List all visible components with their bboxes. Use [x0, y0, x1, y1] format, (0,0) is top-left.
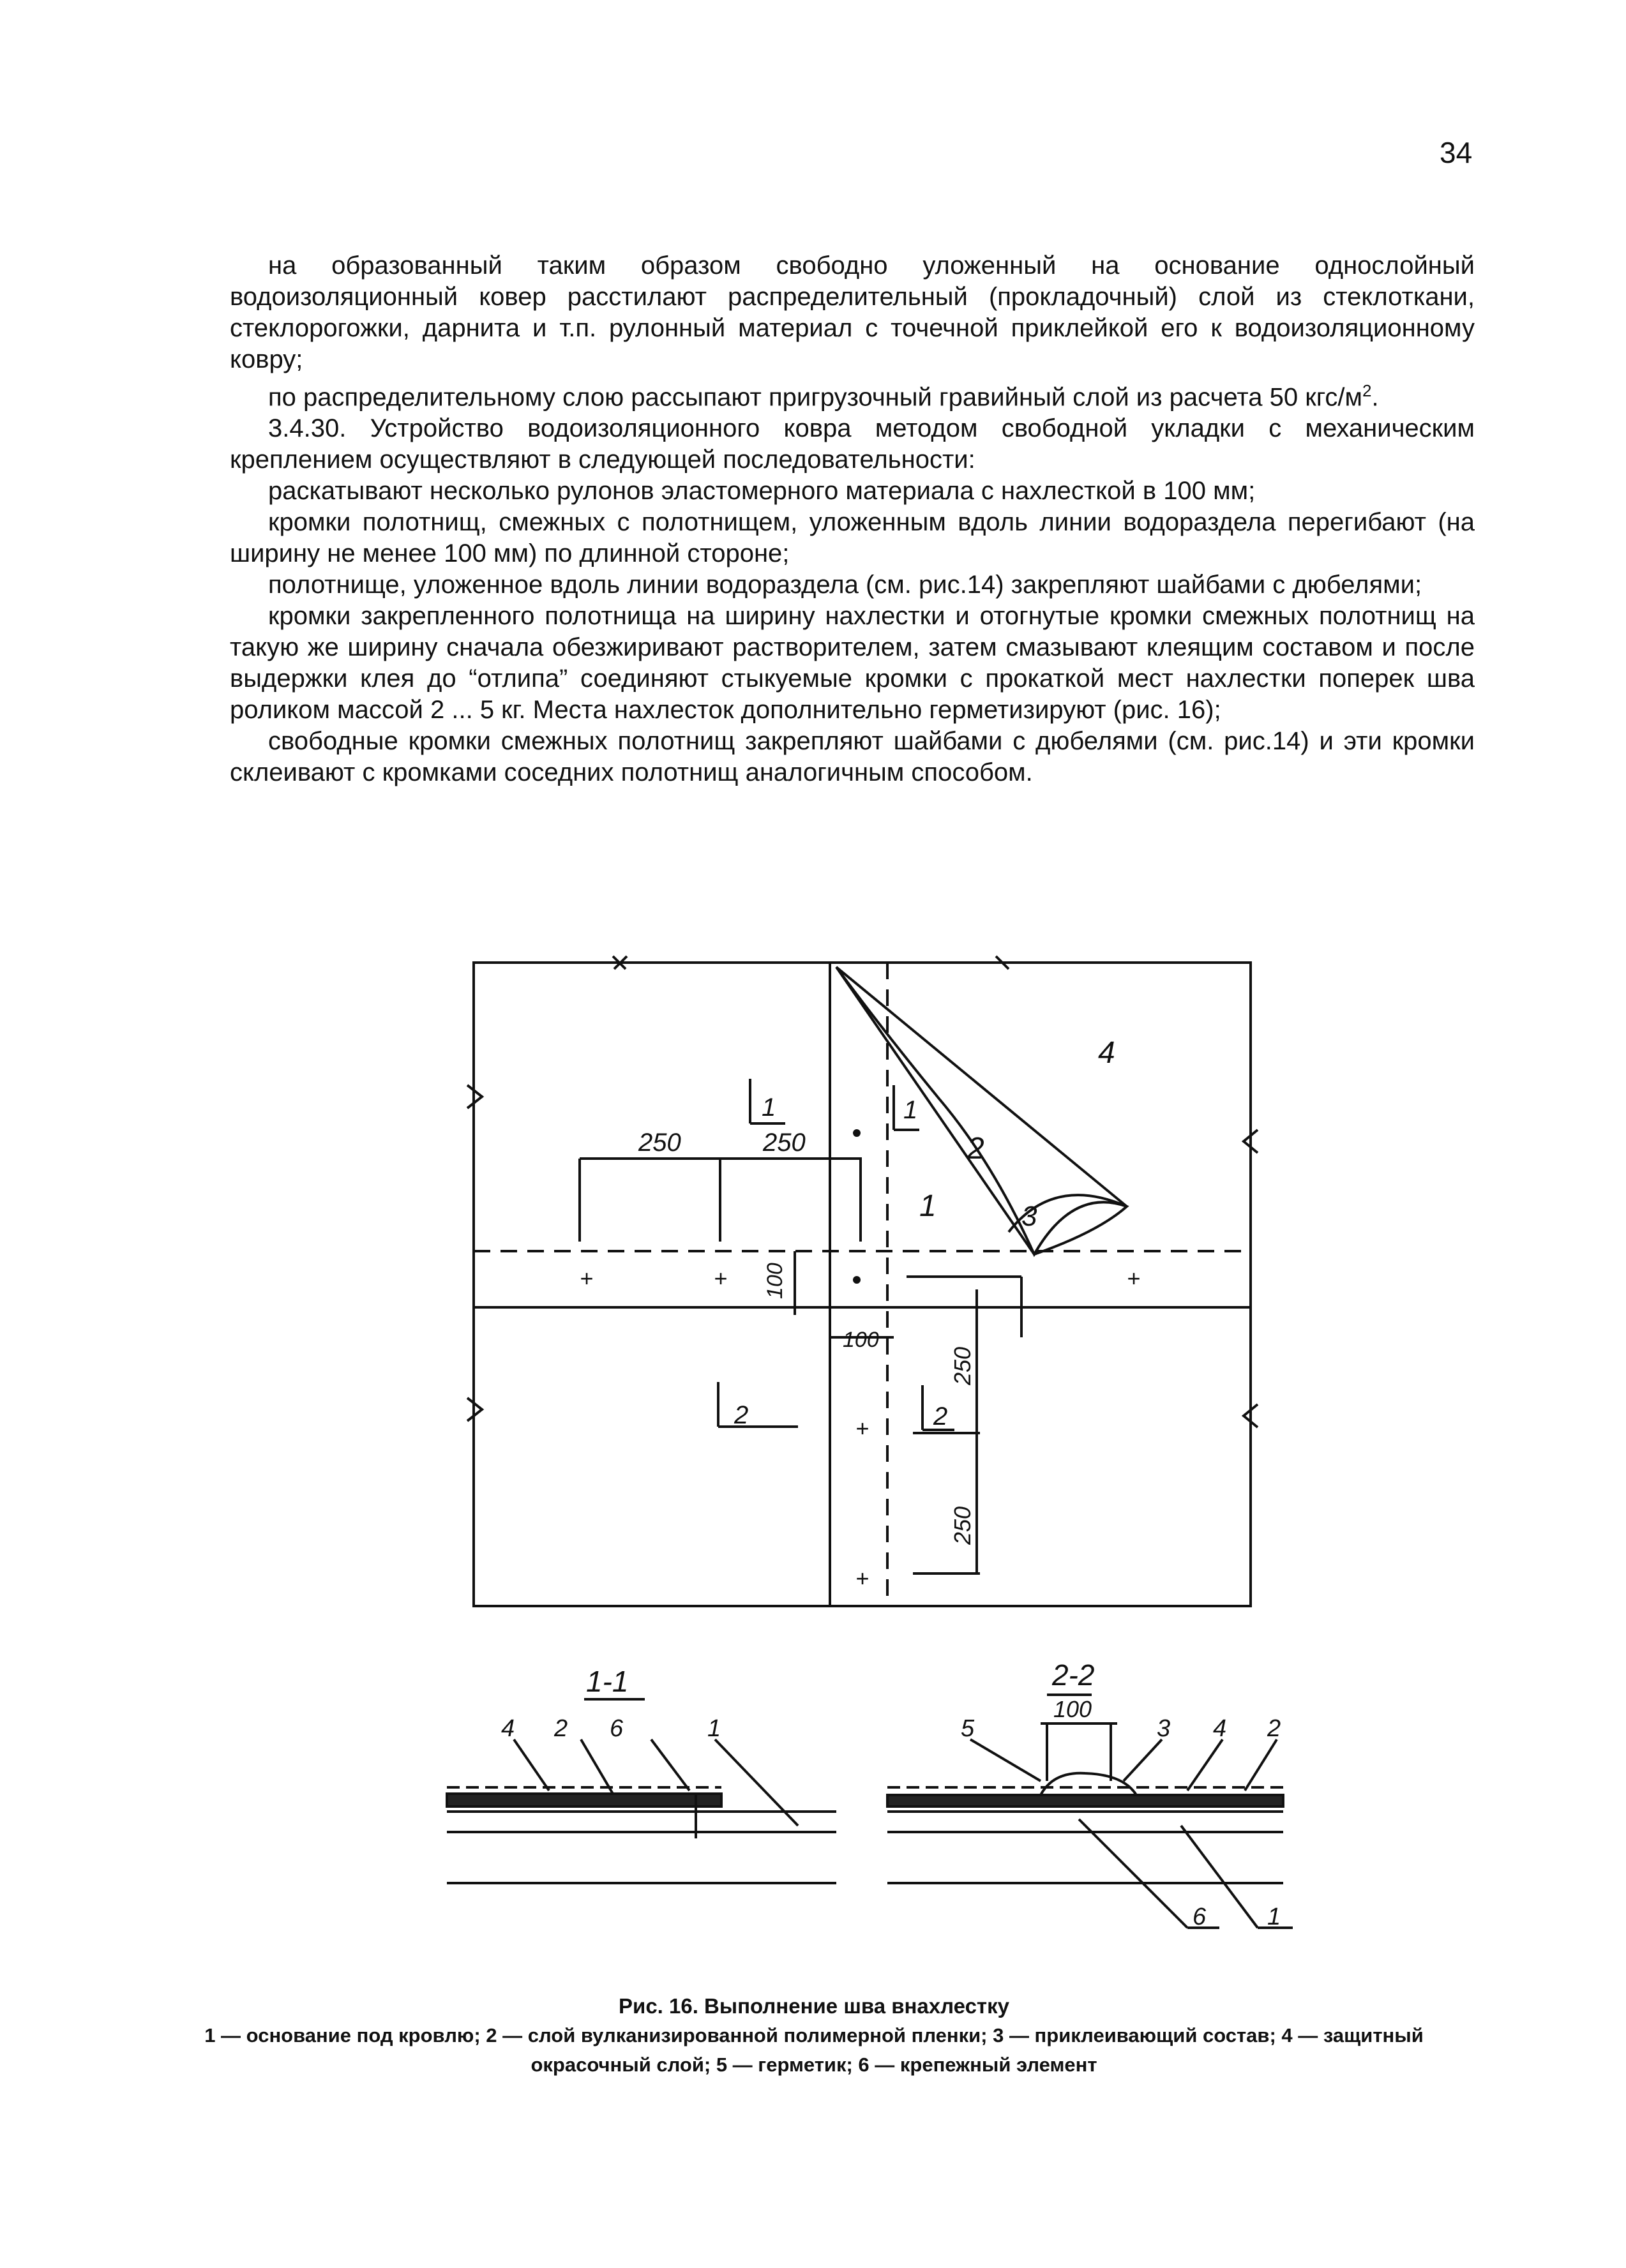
- callout-label: 3: [1157, 1715, 1171, 1742]
- callout-label: 2: [1267, 1715, 1281, 1742]
- callout-label: 1: [1267, 1904, 1281, 1930]
- callout-leader: [651, 1739, 689, 1791]
- callout-leader: [970, 1739, 1041, 1781]
- paragraph-end: .: [1371, 383, 1379, 412]
- callout-leader: [581, 1739, 613, 1794]
- dim-100-vertical: 100: [763, 1263, 787, 1299]
- callout-leader: [1124, 1739, 1162, 1781]
- section-number: 3.4.30.: [268, 414, 347, 443]
- figure-caption: [192, 1992, 1436, 2080]
- callout-label: 4: [1213, 1715, 1227, 1742]
- paragraph: на образованный таким образом свободно уложенный на основание однослойный водоизоляционный ковер расстилают распределительный (прокладочный) слой из стеклоткани, стеклорогожки, дарнита и т.п. рулонный материал с точечной приклейкой его к водоизоляционному ковру;: [230, 252, 1475, 373]
- layer-1-label: 1: [919, 1189, 937, 1223]
- callout-label: 6: [610, 1715, 624, 1742]
- dim-100-horizontal: 100: [843, 1328, 879, 1352]
- dim-250-lower: 250: [949, 1506, 975, 1545]
- fastener-mark: +: [714, 1265, 728, 1291]
- fastener-mark: +: [855, 1415, 869, 1441]
- paragraph-text: по распределительному слою рассыпают пригрузочный гравийный слой из расчета 50 кгс/м: [268, 383, 1363, 412]
- section-2-2-dim: 100: [1053, 1696, 1092, 1722]
- paragraph: свободные кромки смежных полотнищ закрепляют шайбами с дюбелями (см. рис.14) и эти кромки склеивают с кромками соседних полотнищ аналогичным способом.: [230, 727, 1475, 787]
- dim-250-right: 250: [763, 1129, 806, 1157]
- superscript: 2: [1362, 381, 1372, 400]
- section-1-1-title: 1-1: [586, 1665, 629, 1698]
- layer-2-label: 2: [967, 1132, 984, 1166]
- callout-label: 2: [554, 1715, 568, 1742]
- paragraph: кромки закрепленного полотнища на ширину нахлестки и отогнутые кромки смежных полотнищ на такую же ширину сначала обезжиривают растворителем, затем смазывают клеящим составом и после выдержки клея до “отлипа” соединяют стыкуемые кромки с прокаткой мест нахлестки поперек шва роликом массой 2 ... 5 кг. Места нахлесток дополнительно герметизируют (рис. 16);: [230, 602, 1475, 725]
- dim-250-upper: 250: [949, 1346, 975, 1385]
- callout-leader: [1079, 1819, 1187, 1928]
- peeled-sheet: [836, 967, 1127, 1254]
- section-1-label: 1: [762, 1093, 776, 1122]
- callout-label: 1: [707, 1715, 721, 1742]
- callout-leader: [514, 1739, 549, 1791]
- callout-leader: [1187, 1739, 1223, 1791]
- section-2-2-title: 2-2: [1052, 1658, 1095, 1692]
- section-1-label: 1: [903, 1096, 918, 1124]
- callout-label: 4: [501, 1715, 515, 1742]
- paragraph: полотнище, уложенное вдоль линии водораздела (см. рис.14) закрепляют шайбами с дюбелями;: [268, 571, 1422, 599]
- section-membrane: [447, 1794, 721, 1806]
- fastener-dot: [853, 1276, 861, 1284]
- paragraph: раскатывают несколько рулонов эластомерного материала с нахлесткой в 100 мм;: [268, 477, 1256, 506]
- callout-label: 5: [961, 1715, 975, 1742]
- fastener-dot: [853, 1129, 861, 1137]
- page-number: 34: [1440, 136, 1473, 169]
- fastener-mark: +: [1127, 1265, 1141, 1291]
- caption-title: Рис. 16. Выполнение шва внахлестку: [619, 1994, 1009, 2018]
- callout-label: 6: [1193, 1904, 1207, 1930]
- layer-4-label: 4: [1098, 1036, 1115, 1070]
- section-2-label: 2: [933, 1402, 948, 1431]
- layer-3-label: 3: [1021, 1201, 1037, 1232]
- fastener-mark: +: [580, 1265, 594, 1291]
- dim-250-left: 250: [638, 1129, 681, 1157]
- paragraph: кромки полотнищ, смежных с полотнищем, уложенным вдоль линии водораздела перегибают (на ширину не менее 100 мм) по длинной стороне;: [230, 508, 1475, 568]
- paragraph-text: Устройство водоизоляционного ковра методом свободной укладки с механическим креплением осуществляют в следующей последовательности:: [230, 414, 1475, 474]
- caption-legend: 1 — основание под кровлю; 2 — слой вулканизированной полимерной пленки; 3 — приклеивающий состав; 4 — защитный окрасочный слой; 5 — герметик; 6 — крепежный элемент: [204, 2024, 1424, 2076]
- fastener-mark: +: [855, 1565, 869, 1591]
- section-2-label: 2: [734, 1401, 749, 1429]
- section-overlap: [1041, 1773, 1136, 1795]
- callout-leader: [1245, 1739, 1277, 1791]
- section-membrane: [887, 1795, 1283, 1806]
